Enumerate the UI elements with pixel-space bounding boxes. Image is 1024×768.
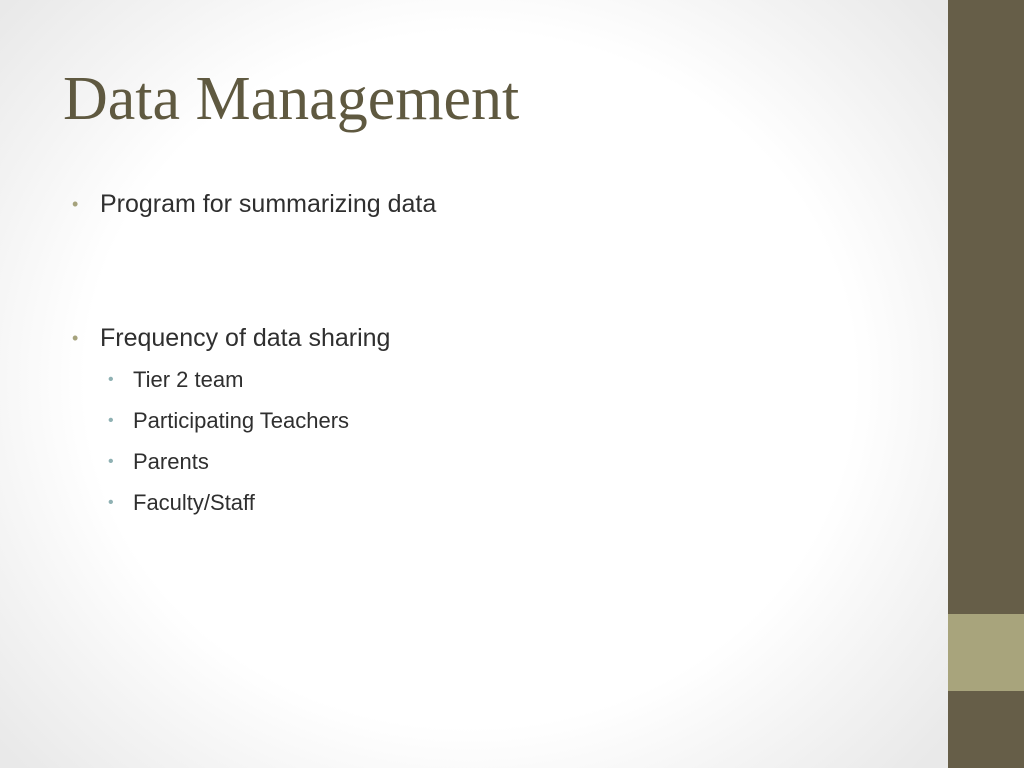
spacer: [72, 222, 932, 320]
bullet-frequency-sharing: [72, 320, 932, 356]
bullet-icon: •: [72, 328, 79, 348]
slide-content: [72, 186, 932, 520]
sub-bullet-faculty-staff: [72, 485, 932, 520]
slide-title: Data Management: [63, 65, 520, 133]
bullet-icon: •: [72, 194, 79, 214]
sub-bullet-text: Tier 2 team: [133, 367, 244, 392]
sub-bullet-text: Participating Teachers: [133, 408, 350, 433]
sub-bullet-icon: •: [108, 412, 114, 429]
sub-bullet-list: [72, 362, 932, 520]
bullet-text: Program for summarizing data: [100, 190, 437, 218]
sub-bullet-icon: •: [108, 371, 114, 388]
sub-bullet-icon: •: [108, 453, 114, 470]
sub-bullet-parents: [72, 444, 932, 479]
sub-bullet-text: Parents: [133, 449, 209, 474]
decorative-side-bar-accent: [948, 614, 1024, 691]
bullet-program-summarizing: [72, 186, 932, 222]
bullet-text: Frequency of data sharing: [100, 324, 391, 352]
sub-bullet-tier2-team: [72, 362, 932, 397]
sub-bullet-participating-teachers: [72, 403, 932, 438]
sub-bullet-icon: •: [108, 494, 114, 511]
sub-bullet-text: Faculty/Staff: [133, 490, 255, 515]
